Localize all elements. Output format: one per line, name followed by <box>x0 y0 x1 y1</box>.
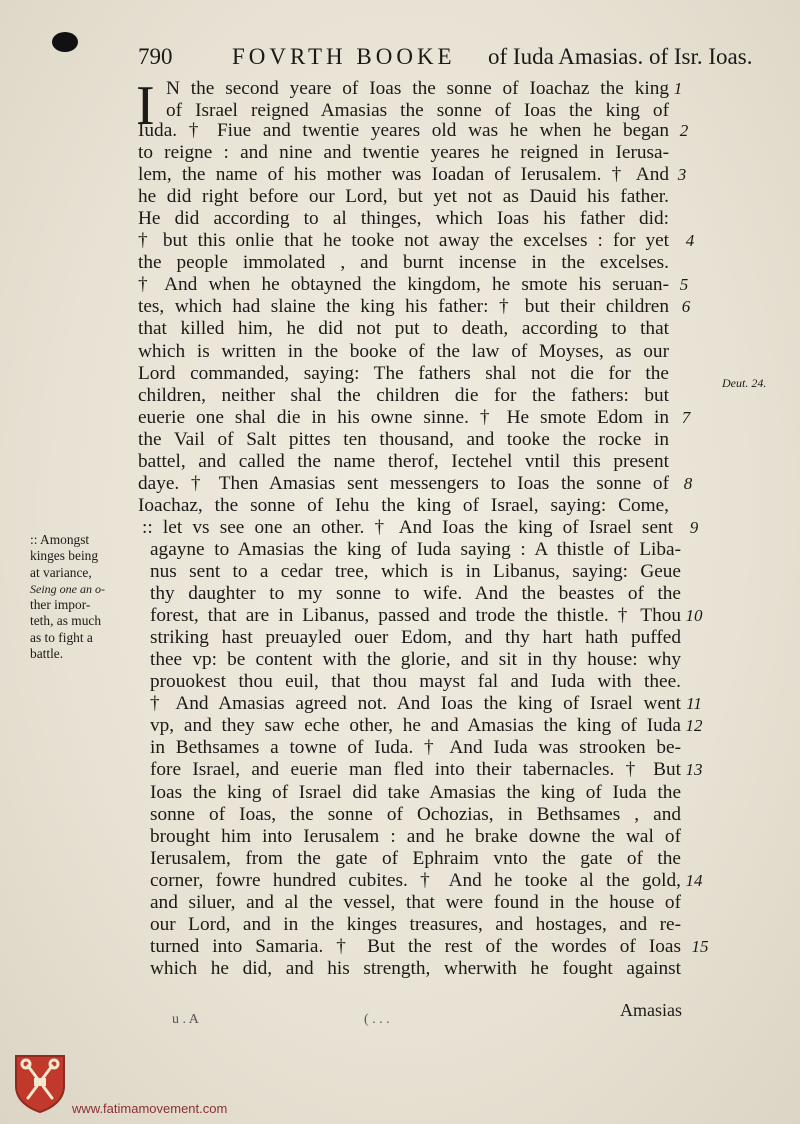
text-line: which he did, and his strength, wherwith he fought against <box>150 957 681 979</box>
verse-number: 12 <box>685 716 703 736</box>
ink-blot <box>52 32 78 52</box>
verse-number: 2 <box>679 121 689 140</box>
text-line: Ioachaz, the sonne of Iehu the king of Israel, saying: Come, <box>138 494 669 516</box>
running-header <box>138 44 778 76</box>
text-line: in Bethsames a towne of Iuda. † And Iuda was strooken be- <box>150 737 681 759</box>
website-url[interactable]: www.fatimamovement.com <box>72 1101 228 1116</box>
text-line: fore Israel, and euerie man fled into their tabernacles. † But <box>150 759 681 781</box>
verse-number: 6 <box>681 297 691 317</box>
margin-reference: Deut. 24. <box>722 376 767 390</box>
text-line: nus sent to a cedar tree, which is in Libanus, saying: Geue <box>150 561 681 582</box>
verse-number: 15 <box>691 936 709 956</box>
text-line: :: let vs see one an other. † And Ioas the king of Israel sent <box>142 516 673 538</box>
text-line: agayne to Amasias the king of Iuda saying : A thistle of Liba- <box>150 538 681 560</box>
running-title: FOVRTH BOOKE <box>232 44 456 69</box>
verse-number: 14 <box>685 870 703 890</box>
verse-number: 3 <box>677 165 687 185</box>
drop-cap: I <box>136 75 155 137</box>
marginal-note-line: as to fight a <box>30 629 93 645</box>
text-line: corner, fowre hundred cubites. † And he tooke al the gold, <box>150 869 681 891</box>
text-line: turned into Samaria. † But the rest of the wordes of Ioas <box>150 935 681 957</box>
verse-number: 1 <box>673 79 683 98</box>
verse-number: 13 <box>685 760 703 780</box>
marginal-note-line: battle. <box>30 646 64 662</box>
text-line: daye. † Then Amasias sent messengers to Ioas the sonne of <box>138 472 669 494</box>
text-line: Ioas the king of Israel did take Amasias the king of Iuda the <box>150 781 681 803</box>
verse-number: 7 <box>681 407 691 427</box>
verse-number: 9 <box>689 517 699 537</box>
text-line: the Vail of Salt pittes ten thousand, and tooke the rocke in <box>138 428 669 450</box>
text-line: euerie one shal die in his owne sinne. † He smote Edom in <box>138 406 669 428</box>
text-line: our Lord, and in the kinges treasures, and hostages, and re- <box>150 913 681 935</box>
text-line: thee vp: be content with the glorie, and sit in thy house: why <box>150 649 681 671</box>
text-line: striking hast preuayled ouer Edom, and thy hart hath puffed <box>150 627 681 649</box>
text-line: tes, which had slaine the king his father: † but their children <box>138 296 669 318</box>
text-line: that killed him, he did not put to death, according to that <box>138 318 669 340</box>
marginal-note-line: :: Amongst <box>30 532 90 547</box>
verse-number: 10 <box>685 606 703 626</box>
text-line: † And Amasias agreed not. And Ioas the king of Israel went <box>150 693 681 715</box>
verse-number: 4 <box>685 231 695 251</box>
verse-number: 8 <box>683 473 693 493</box>
text-line: which is written in the booke of the law of Moyses, as our <box>138 340 669 362</box>
text-line: of Israel reigned Amasias the sonne of Ioas the king of <box>166 100 669 121</box>
text-line: Ierusalem, from the gate of Ephraim vnto the gate of the <box>150 847 681 869</box>
text-line: Lord commanded, saying: The fathers shal not die for the <box>138 362 669 384</box>
text-line: † And when he obtayned the kingdom, he smote his seruan- <box>138 274 669 296</box>
page-number: 790 <box>138 44 173 69</box>
marginal-note-line: at variance, <box>30 564 92 580</box>
text-line: the people immolated , and burnt incense in the excelses. <box>138 252 669 274</box>
text-line: thy daughter to my sonne to wife. And the beastes of the <box>150 583 681 605</box>
marginal-note-line: Seing one an o- <box>30 581 105 596</box>
marginal-note-line: kinges being <box>30 548 99 564</box>
running-subtitle: of Iuda Amasias. of Isr. Ioas. <box>488 44 753 69</box>
verse-number: 5 <box>679 275 689 295</box>
marginal-note-line: ther impor- <box>30 597 91 613</box>
text-line: prouokest thou euil, that thou mayst fal and Iuda with thee. <box>150 671 681 693</box>
text-line: He did according to al thinges, which Ioas his father did: <box>138 208 669 230</box>
marginal-note-line: teth, as much <box>30 613 102 629</box>
text-line: brought him into Ierusalem : and he brake downe the wal of <box>150 825 681 847</box>
text-line: and siluer, and al the vessel, that were found in the house of <box>150 891 681 913</box>
text-line: N the second yeare of Ioas the sonne of Ioachaz the king <box>166 78 669 99</box>
text-line: sonne of Ioas, the sonne of Ochozias, in Bethsames , and <box>150 803 681 825</box>
text-line: vp, and they saw eche other, he and Amasias the king of Iuda <box>150 715 681 737</box>
text-line: forest, that are in Libanus, passed and trode the thistle. † Thou <box>150 605 681 627</box>
text-line: to reigne : and nine and twentie yeares he reigned in Ierusa- <box>138 142 669 164</box>
text-line: children, neither shal the children die for the fathers: but <box>138 384 669 406</box>
papal-keys-shield-icon <box>12 1052 68 1114</box>
text-line: battel, and called the name therof, Iectehel vntil this present <box>138 450 669 472</box>
signature-mark: ( . . . <box>364 1012 390 1027</box>
text-line: † but this onlie that he tooke not away the excelses : for yet <box>138 230 669 252</box>
text-line: lem, the name of his mother was Ioadan of Ierusalem. † And <box>138 164 669 186</box>
text-line: he did right before our Lord, but yet not as Dauid his father. <box>138 186 669 208</box>
signature-mark: u . A <box>172 1012 199 1027</box>
catchword: Amasias <box>620 1000 682 1020</box>
verse-number: 11 <box>686 694 702 714</box>
marginal-note <box>30 532 138 662</box>
text-line: Iuda. † Fiue and twentie yeares old was he when he began <box>138 120 669 141</box>
